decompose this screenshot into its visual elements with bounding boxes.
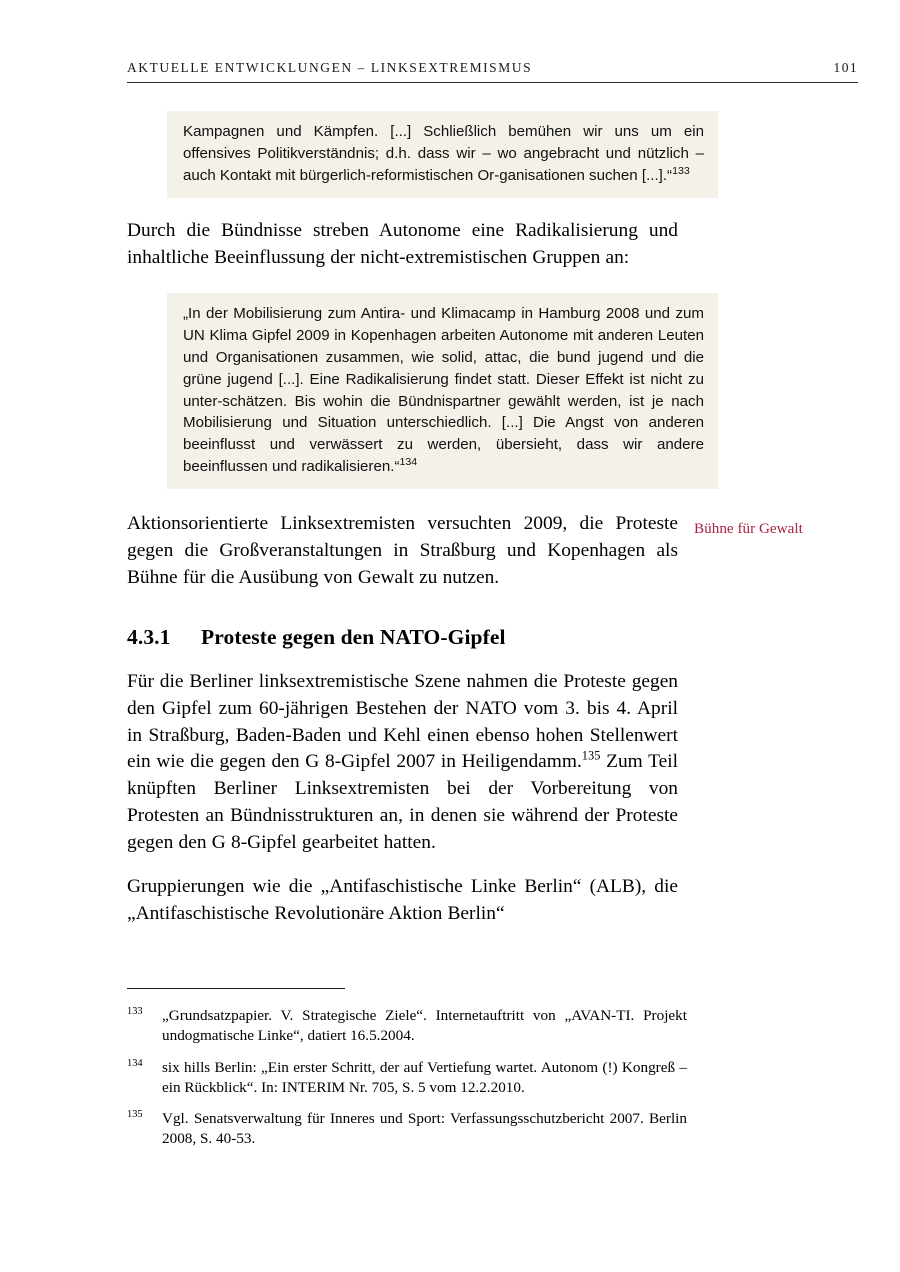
footnote-ref-135[interactable]: 135 (581, 748, 601, 763)
footnote-text: Vgl. Senatsverwaltung für Inneres und Sport: Verfassungsschutzbericht 2007. Berlin 2008, S. 40-53. (162, 1110, 687, 1148)
quote-text (183, 121, 704, 187)
footnote-separator-rule (127, 988, 345, 989)
quote-block-133 (167, 111, 718, 198)
quote-text (183, 303, 704, 479)
footnote-135 (127, 1109, 687, 1150)
paragraph-gruppierungen: Gruppierungen wie die „Antifaschistische Linke Berlin“ (ALB), die „Antifaschistische Revolutionäre Aktion Berlin“ (127, 875, 678, 924)
section-heading (127, 625, 678, 651)
footnote-marker: 133 (127, 1006, 143, 1017)
footnote-ref-134[interactable]: 134 (399, 456, 418, 469)
page-number: 101 (833, 60, 858, 75)
footnote-text: six hills Berlin: „Ein erster Schritt, der auf Vertiefung wartet. Autonom (!) Kongreß – ein Rückblick“. In: INTERIM Nr. 705, S. 5 vom 12.2.2010. (162, 1058, 687, 1096)
section-number: 4.3.1 (127, 624, 171, 649)
footnote-133 (127, 1006, 687, 1047)
paragraph-bundnisse: Durch die Bündnisse streben Autonome eine Radikalisierung und inhaltliche Beeinflussung der nicht-extremistischen Gruppen an: (127, 219, 678, 268)
text-column (127, 96, 704, 928)
margin-note-buehne-fuer-gewalt: Bühne für Gewalt (694, 520, 803, 537)
section-title: Proteste gegen den NATO-Gipfel (201, 624, 506, 649)
footnote-section (127, 988, 687, 1161)
paragraph-part-before-ref: Für die Berliner linksextremistische Szene nahmen die Proteste gegen den Gipfel zum 60-jährigen Bestehen der NATO vom 3. bis 4. April in Straßburg, Baden-Baden und Kehl einen ebenso hohen Stellenwert ein wie die gegen den G 8-Gipfel 2007 in Heiligendamm. (127, 670, 678, 773)
paragraph-part-after-ref: Zum Teil knüpften Berliner Linksextremisten bei der Vorbereitung von Protesten an Bündnisstrukturen an, in denen sie während der Proteste gegen den G 8-Gipfel gearbeitet hatten. (127, 751, 678, 853)
running-head-title: AKTUELLE ENTWICKLUNGEN – LINKSEXTREMISMUS (127, 60, 533, 75)
quote-block-134-wrapper (127, 293, 704, 490)
quote-body: Kampagnen und Kämpfen. [...] Schließlich bemühen wir uns um ein offensives Politikverständnis; d.h. dass wir – wo angebracht und nützlich – auch Kontakt mit bürgerlich-reformistischen Or-ganisationen suchen [...].“ (183, 123, 704, 184)
footnote-ref-133[interactable]: 133 (672, 164, 690, 177)
quote-block-134 (167, 293, 718, 490)
paragraph-aktionsorientierte: Aktionsorientierte Linksextremisten versuchten 2009, die Proteste gegen die Großveranstaltungen in Straßburg und Kopenhagen als Bühne für die Ausübung von Gewalt zu nutzen. (127, 513, 678, 589)
footnote-marker: 134 (127, 1057, 143, 1069)
footnote-134 (127, 1058, 687, 1099)
footnote-text: „Grundsatzpapier. V. Strategische Ziele“. Internetauftritt von „AVAN-TI. Projekt undogmatische Linke“, datiert 16.5.2004. (162, 1007, 687, 1045)
paragraph-berliner-szene (127, 669, 678, 857)
footnote-marker: 135 (127, 1109, 143, 1121)
running-head (127, 60, 858, 83)
quote-body: „In der Mobilisierung zum Antira- und Klimacamp in Hamburg 2008 und zum UN Klima Gipfel 2009 in Kopenhagen arbeiten Autonome mit anderen Leuten und Organisationen zusammen, wie solid, attac, die bund jugend und die grüne jugend [...]. Eine Radikalisierung findet statt. Dieser Effekt ist nicht zu unter-schätzen. Bis wohin die Bündnispartner gewählt werden, ist je nach Mobilisierung und Situation unterschiedlich. [...] Die Angst von anderen beeinflusst und verwässert zu werden, übersieht, dass wir andere beeinflussen und radikalisieren.“ (183, 304, 704, 476)
